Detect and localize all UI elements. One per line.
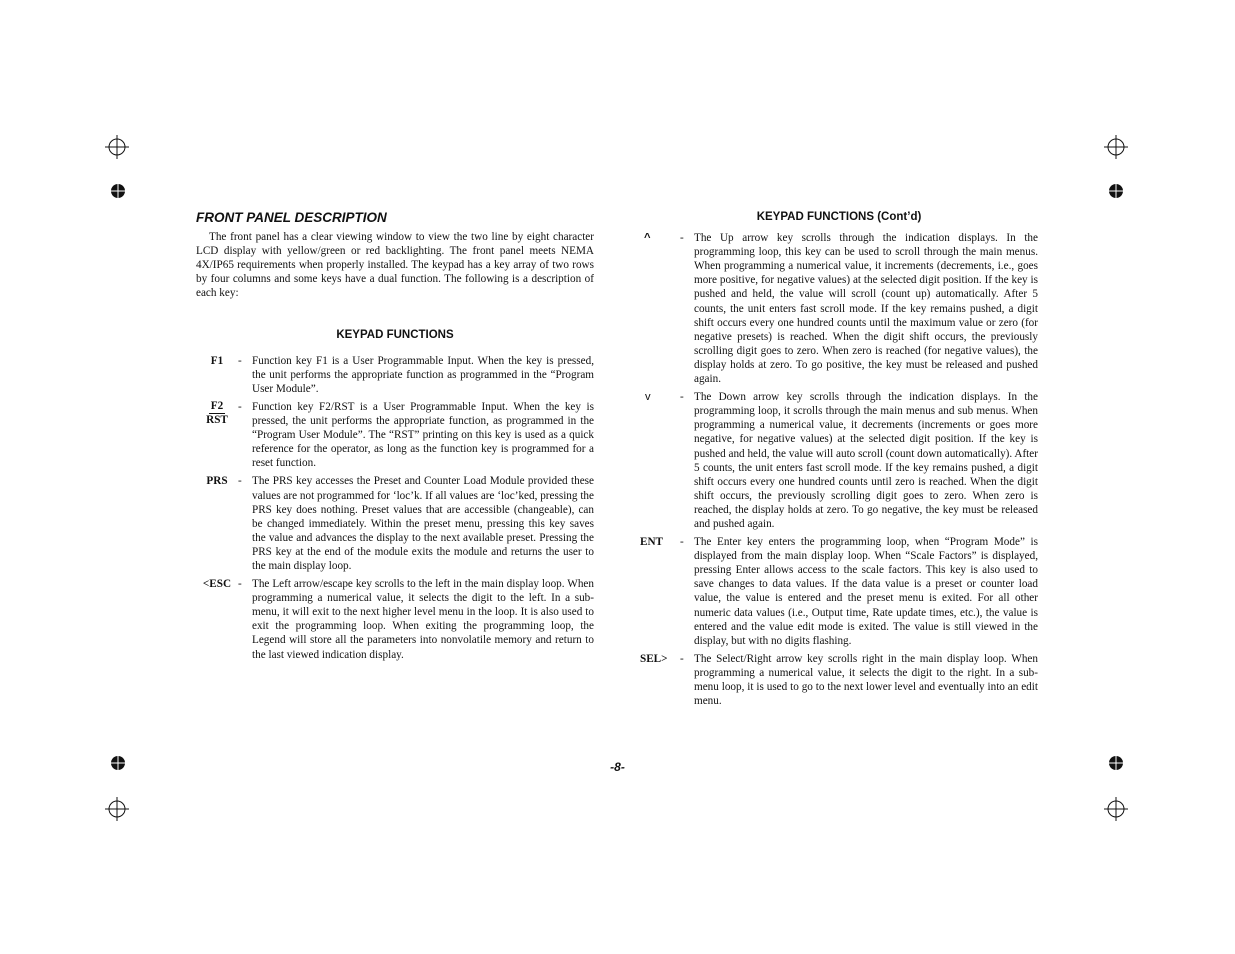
intro-paragraph: The front panel has a clear viewing window to view the two line by eight character LCD display with yellow/green or red backlighting. The front panel meets NEMA 4X/IP65 requirements when properly installed. The keypad has a key array of two rows by four columns and some keys have a dual function. The following is a description of each key: — [196, 231, 594, 300]
registration-crosshair-icon — [105, 797, 129, 821]
key-description-prs: The PRS key accesses the Preset and Counter Load Module provided these values are not programmed for ‘loc’k. If all values are ‘loc’ked, pressing the PRS key does nothing. Preset values that are accessible (changeable), can be changed immediately. Within the preset menu, pressing this key saves the value and advances the display to the next available preset. Pressing the PRS key at the end of the module exits the module and returns the user to the main display loop. — [252, 475, 594, 572]
key-dash: - — [680, 536, 684, 549]
keypad-functions-contd-title: KEYPAD FUNCTIONS (Cont’d) — [756, 211, 922, 223]
key-description-f1: Function key F1 is a User Programmable Input. When the key is pressed, the unit performs the appropriate function as programmed in the “Program User Module”. — [252, 354, 594, 395]
key-label-rst: RST — [206, 414, 228, 427]
key-row-f2-rst — [196, 400, 594, 470]
key-label-esc: <ESC — [202, 578, 232, 591]
key-description-ent: The Enter key enters the programming loop, when “Program Mode” is displayed from the main display loop. When “Scale Factors” is displayed, pressing Enter allows access to the scale factors. This key is also used to save changes to data values. If the data value is a preset or counter load value, the value is entered and the preset menu is exited. For all other numeric data values (i.e., Output time, Rate update times, etc.), the value is entered and the value edit mode is exited. The value is still viewed in the display, but with no digits flashing. — [694, 536, 1038, 647]
key-label-f2: F2 — [209, 400, 225, 415]
registration-crosshair-icon — [1104, 135, 1128, 159]
key-row-up — [640, 231, 1038, 386]
key-description-up: The Up arrow key scrolls through the indication displays. In the programming loop, this key can be used to scroll through the main menus. When programming a numerical value, it increments (decrements, i.e., goes more positive, for negative values) at the selected digit position. If the key is pushed and held, the value will scroll (count up) automatically. After 5 counts, the unit enters fast scroll mode. If the key remains pushed, a digit shift occurs every one hundred counts until the maximum value or zero (for negative presets) is reached. When the digit shift occurs, the previously scrolling digit goes to zero. When zero is reached (for negative values), the display holds at zero. To go positive, the key must be released and pushed again. — [694, 232, 1038, 386]
key-label-prs: PRS — [206, 475, 228, 488]
key-dash: - — [680, 391, 684, 404]
left-column — [196, 209, 594, 666]
key-row-prs — [196, 474, 594, 573]
key-label-sel: SEL> — [640, 652, 668, 665]
key-row-esc — [196, 577, 594, 662]
key-label-ent: ENT — [640, 536, 664, 549]
down-arrow-icon: v — [645, 391, 651, 404]
key-description-sel: The Select/Right arrow key scrolls right in the main display loop. When programming a numerical value, it selects the digit to the right. In a sub-menu loop, it is used to go to the next lower level and eventually into an edit menu. — [694, 652, 1038, 708]
key-row-ent — [640, 535, 1038, 648]
registration-crosshair-icon — [1104, 797, 1128, 821]
right-column — [640, 209, 1038, 712]
key-row-f1 — [196, 354, 594, 396]
registration-crosshair-icon — [105, 135, 129, 159]
key-label-f1: F1 — [210, 354, 224, 367]
key-dash: - — [238, 578, 242, 591]
key-row-sel — [640, 652, 1038, 708]
key-description-esc: The Left arrow/escape key scrolls to the left in the main display loop. When programming a numerical value, it selects the digit to the left. In a sub-menu, it will exit to the next higher level menu in the loop. It is also used to exit the programming loop. When exiting the programming loop, the Legend will store all the parameters into nonvolatile memory and return to the last viewed indication display. — [252, 578, 594, 661]
registration-dot-icon — [1108, 183, 1124, 199]
page-number: -8- — [610, 760, 625, 774]
key-description-f2-rst: Function key F2/RST is a User Programmable Input. When the key is pressed, the unit performs the appropriate function, as programmed in the “Program User Module”. The “RST” printing on this key is used as a quick reference for the operator, as long as the function key is programmed for a reset function. — [252, 400, 594, 470]
key-dash: - — [680, 232, 684, 245]
keypad-functions-title: KEYPAD FUNCTIONS — [336, 328, 454, 341]
key-dash: - — [238, 400, 242, 413]
key-description-down: The Down arrow key scrolls through the indication displays. In the programming loop, it scrolls through the main menus and sub menus. When programming a numerical value, it decrements (increments or goes more negative, for negative values) at the selected digit position. If the key is pushed and held, the value will auto scroll (count down automatically). After 5 counts, the unit enters fast scroll mode. If the key remains pushed, a digit shift occurs every one hundred counts until zero is reached. When the digit shift occurs, the previously scrolling digit goes to zero. When zero is reached, the display holds at zero. To go negative, the key must be released and pushed again. — [694, 391, 1038, 530]
key-dash: - — [238, 475, 242, 488]
key-dash: - — [238, 354, 242, 367]
registration-dot-icon — [110, 183, 126, 199]
key-dash: - — [680, 652, 684, 665]
key-row-down — [640, 390, 1038, 531]
up-arrow-icon: ^ — [644, 232, 651, 245]
section-title: FRONT PANEL DESCRIPTION — [196, 210, 387, 225]
key-label-f2-rst — [196, 400, 238, 428]
